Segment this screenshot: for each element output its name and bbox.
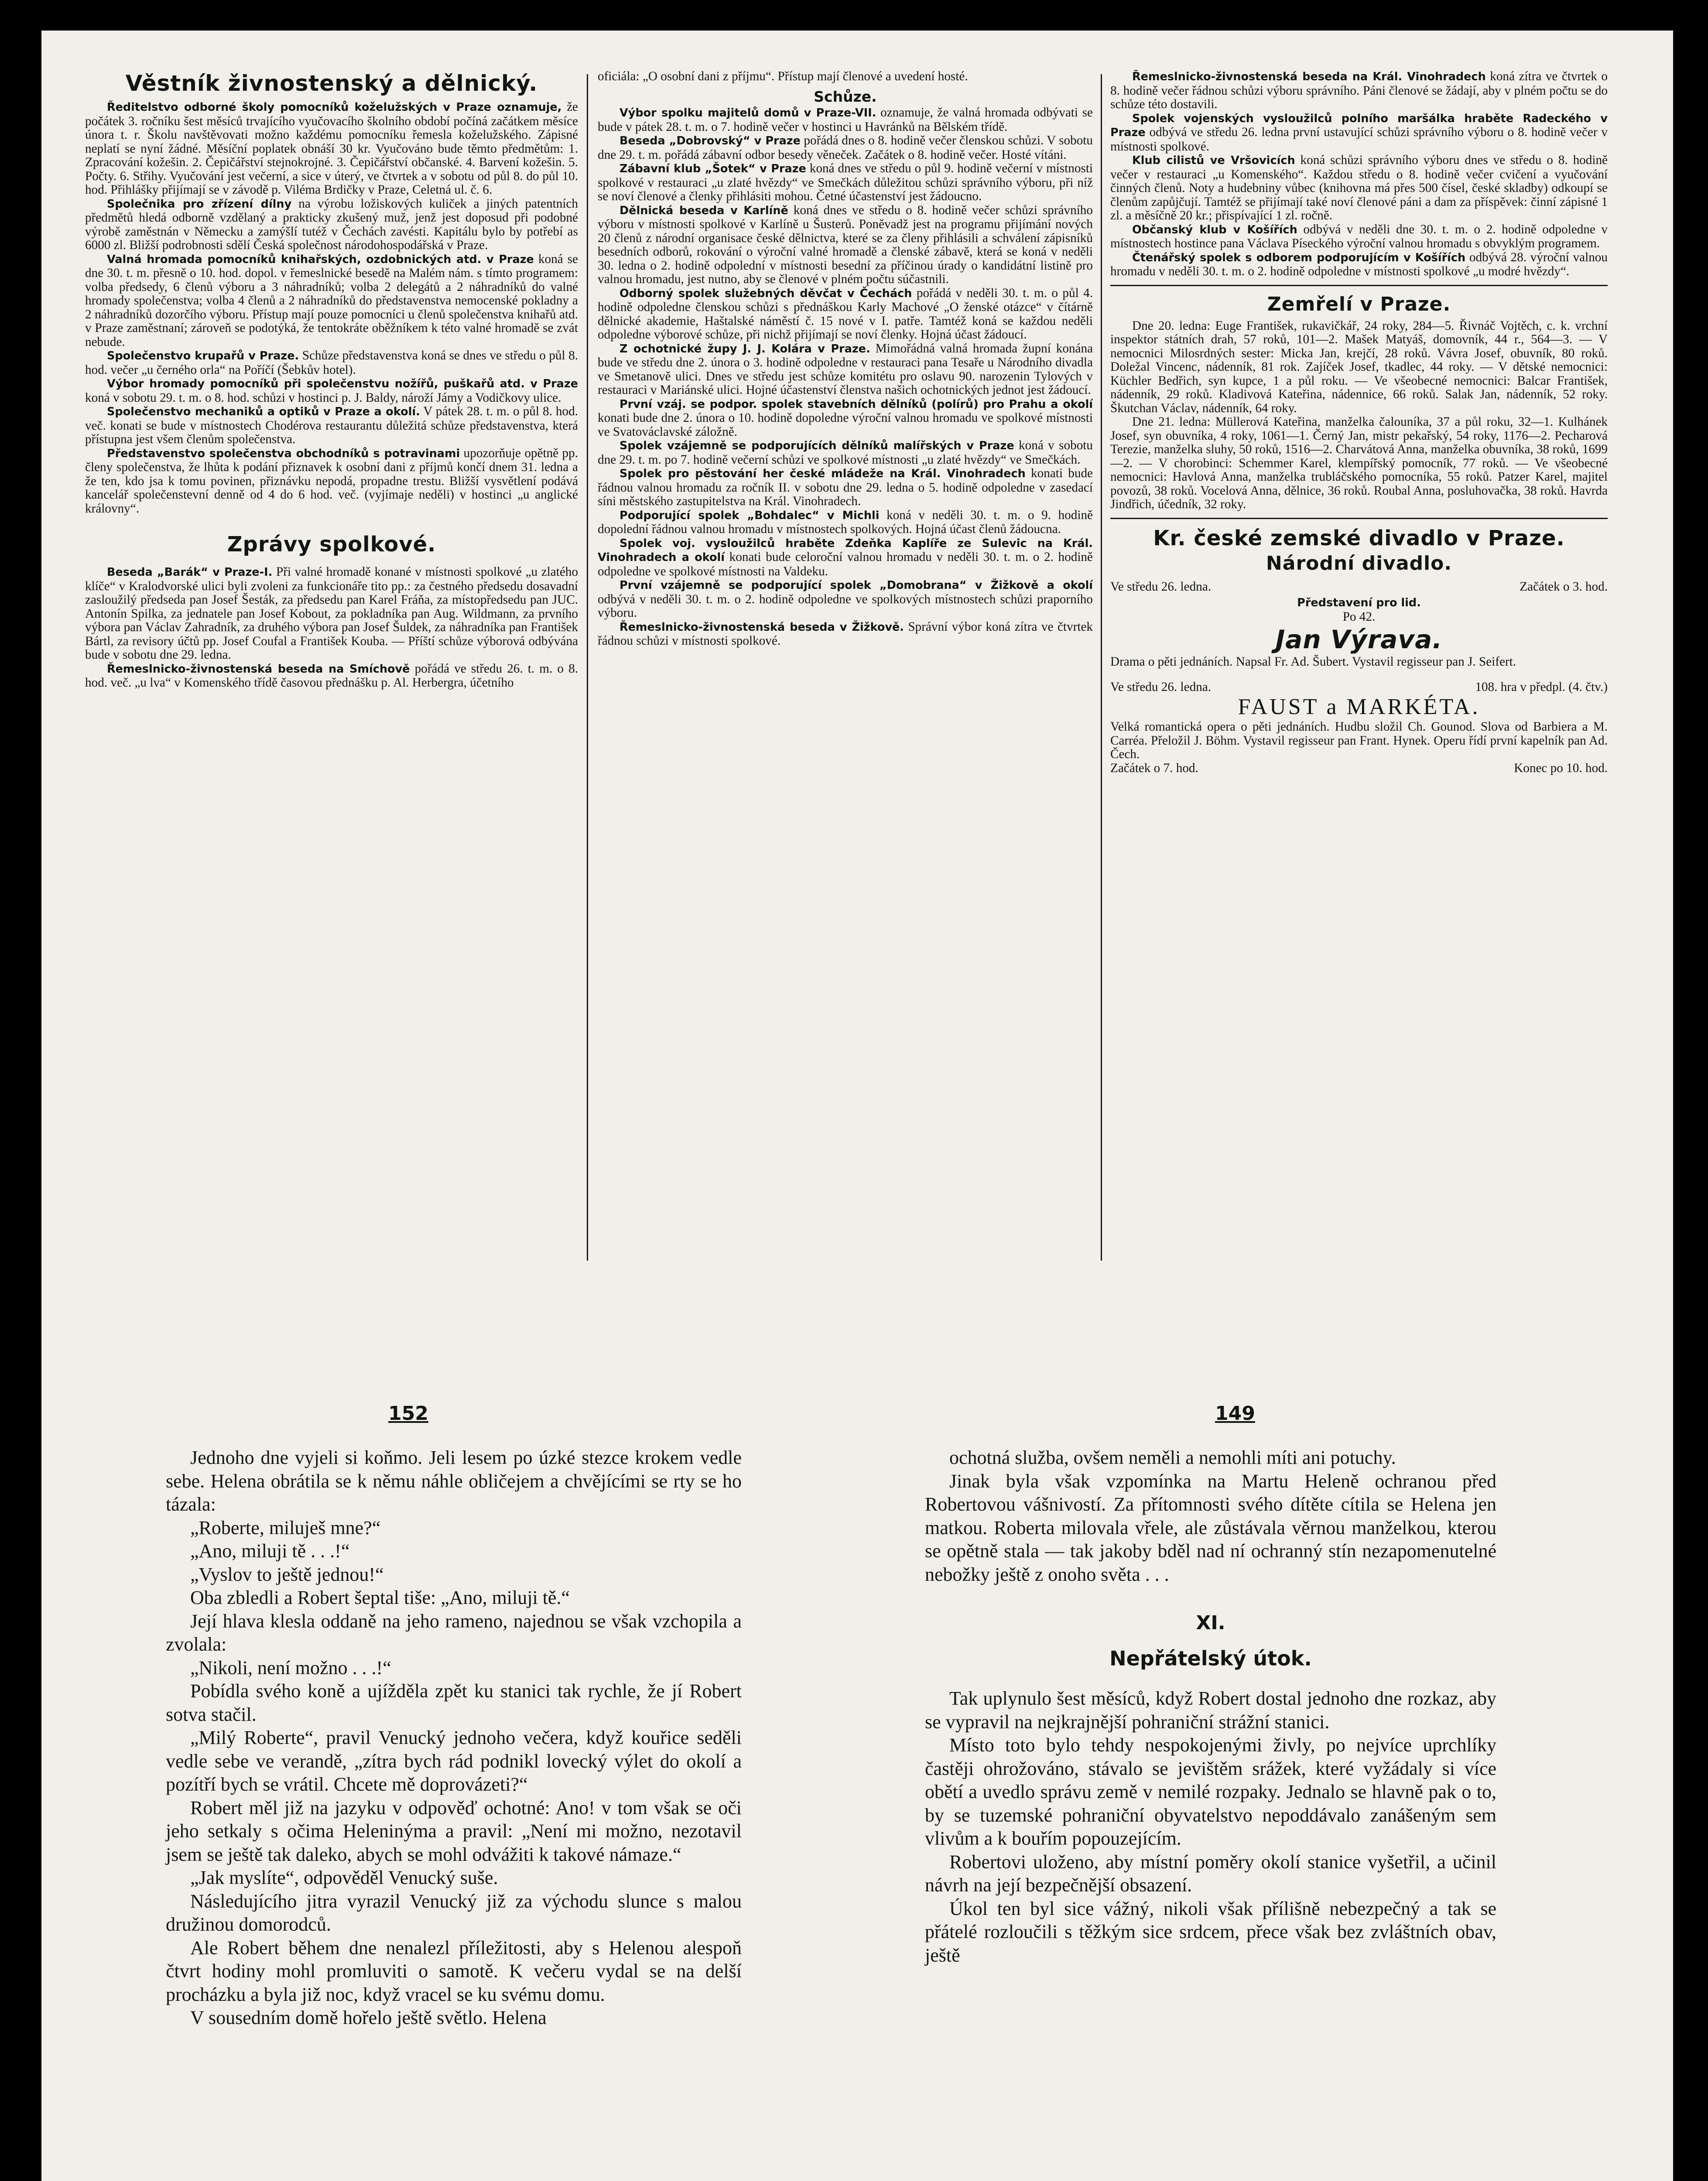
notice-text: koná v neděli 30. t. m. o 9. hodině dopolední řádnou valnou hromadu v místnostech spolkových. Hojná účast členů žádoucna. (598, 508, 1093, 536)
notice-heading: Podporující spolek „Bohdalec“ v Michli (620, 509, 880, 522)
notice-text: odbývá 28. výroční valnou hromadu v neděli 30. t. m. o 2. hodině odpoledne v místnosti spolkové „u modré hvězdy“. (1110, 250, 1608, 278)
notice-entry (598, 162, 1093, 204)
notice-text: Správní výbor koná zítra ve čtvrtek řádnou schůzi v místnosti spolkové. (598, 619, 1093, 648)
section-title-zpravy: Zprávy spolkové. (227, 532, 436, 557)
novel-paragraph: Místo toto bylo tehdy nespokojenými živly, po nejvíce uprchlíky častěji ohrožováno, stávalo se jevištěm srážek, které vyžádaly si více obětí a uvedlo správu země v nemilé rozpaky. Jednalo se hlavně pak o to, by se tuzemské pohraniční obyvatelstvo nepoddávalo zanášeným sem vlivům a k bouřím popouzejícím. (925, 1734, 1496, 1849)
performance-2-end: Konec po 10. hod. (1514, 761, 1608, 775)
notice-entry (85, 349, 578, 377)
notice-text: koná dnes ve středu o 8. hodině večer schůzi správního výboru v místnosti spolkové v Karlíně u Šusterů. Poněvadž jest na programu přijímání nových 20 členů z národní organisace české dělnictva, které se za členy přihlásili a schválení zápisníků besedních odborů, rokování o výroční valné hromadě a členské zábavě, která se koná v neděli 30. ledna o 2. hodině odpolední v místnosti besední za příčinou úrady o kandidátní listině pro valnou hromadu, jest nutno, aby se členové v plném počtu súčastnili. (598, 203, 1093, 286)
novel-paragraph: „Roberte, miluješ mne?“ (190, 1517, 381, 1538)
notice-heading: Výbor hromady pomocníků při společenstvu nožířů, puškařů atd. v Praze (107, 377, 578, 390)
notice-entry (598, 439, 1093, 467)
column-1 (85, 70, 578, 1248)
novel-paragraph: Úkol ten byl sice vážný, nikoli však přílišně nebezpečný a tak se přátelé rozloučili s těžkým sice srdcem, přece však bez zvláštních obav, ještě (925, 1897, 1496, 1966)
notice-entry (598, 106, 1093, 134)
notice-entry (598, 467, 1093, 509)
performance-2-date: Ve středu 26. ledna. (1110, 680, 1212, 694)
notice-entry (85, 197, 578, 253)
notice-text: že počátek 3. ročníku šest měsíců trvajícího vyučovacího školního období počíná začátkem měsíce února t. r. Školu navštěvovati možno každému pomocníku řemesla koželužského. Zápisné neplatí se nyní žádné. Měsíční poplatek obnáší 30 kr. Vyučováno bude těmto předmětům: 1. Zpracování kožešin. 2. Čepičářství stejnokrojné. 3. Čepičářství občanské. 4. Barvení kožešin. 5. Počty. 6. Střihy. Vyučování jest večerní, a sice v úterý, ve čtvrtek a v sobotu od půl 8. do půl 10. hod. Přihlášky přijímají se v závodě p. Viléma Brdičky v Praze, Celetná ul. č. 6. (85, 100, 578, 197)
novel-paragraph: Jednoho dne vyjeli si koňmo. Jeli lesem po úzké stezce krokem vedle sebe. Helena obrátila se k němu náhle obličejem a chvějícími se rty se ho tázala: (166, 1447, 742, 1515)
notice-heading: Spolek voj. vysloužilců hraběte Zdeňka Kaplíře ze Sulevic na Král. Vinohradech a okolí (598, 537, 1093, 564)
notice-entry (598, 620, 1093, 648)
theatre-title: Kr. české zemské divadlo v Praze. (1153, 526, 1565, 550)
deaths-title: Zemřelí v Praze. (1267, 293, 1451, 315)
novel-paragraph: „Nikoli, není možno . . .!“ (190, 1657, 391, 1678)
divider-theatre (1110, 518, 1608, 519)
notice-text: koná v sobotu dne 29. t. m. po 7. hodině večerní schůzi ve spolkové místnosti „u zlaté hvězdy“ ve Smečkách. (598, 438, 1093, 467)
notice-text: odbývá v neděli 30. t. m. o 2. hodině odpoledne ve spolkových místnostech schůzi praporního výboru. (598, 592, 1093, 620)
vestnik-entries (85, 100, 578, 516)
notice-heading: Společnika pro zřízení dílny (107, 197, 292, 211)
section-title-schuze: Schůze. (814, 88, 877, 105)
notice-heading: Spolek pro pěstování her české mládeže na Král. Vinohradech (620, 467, 1026, 480)
notice-heading: Společenstvo mechaniků a optiků v Praze a okolí. (107, 405, 420, 418)
left-page-number: 152 (388, 1402, 428, 1425)
notice-text: V pátek 28. t. m. o půl 8. hod. več. konati se bude v místnostech Chodérova restaurantu důležitá schůze představenstva, která přístupna jest všem členům společenstva. (85, 404, 578, 446)
right-page-number: 149 (1215, 1402, 1255, 1425)
notice-text: na výrobu ložiskových kuliček a jiných patentních předmětů hledá odborně vzdělaný a prakticky zkušený muž, jenž jest doposud při podobné výrobě zaměstnán v Německu a zamýšlí tutéž v Čechách zavésti. Kapitálu bylo by potřebí as 6000 zl. Bližší podrobnosti sdělí Česká společnost národohospodářská v Praze. (85, 196, 578, 252)
performance-2-description: Velká romantická opera o pěti jednáních. Hudbu složil Ch. Gounod. Slova od Barbiera a M. Carréa. Přeložil J. Böhm. Vystavil regisseur pan Frant. Hynek. Operu řídí první kapelník pan Ad. Čech. (1110, 720, 1608, 761)
notice-entry (598, 578, 1093, 620)
novel-paragraph: Pobídla svého koně a ujížděla zpět ku stanici tak rychle, že jí Robert sotva stačil. (166, 1680, 742, 1725)
notice-entry (598, 509, 1093, 537)
performance-1-row (1110, 580, 1608, 594)
notice-entry (1110, 251, 1608, 279)
notice-text: koná schůzi správního výboru dnes ve středu o 8. hodině večer v restauraci „u Komenského“. Každou středu o 8. hodině večer cvičení a vyučování činných členů. Noty a hudebniny vůbec (knihovna má přes 500 čísel, české skladby) odkoupí se členům zapůjčují. Tamtéž se přijímají také noví členové páni a dam za příspěvek: činní zápisné 1 zl. a měsíčně 20 kr.; přispívající 1 zl. ročně. (1110, 153, 1608, 222)
novel-left-column (166, 1446, 742, 2030)
notice-entry (598, 204, 1093, 287)
spolky-entries (1110, 70, 1608, 279)
notice-heading: Čtenářský spolek s odborem podporujícím v Košířích (1132, 251, 1466, 264)
notice-heading: Spolek vzájemně se podporujících dělníků malířských v Praze (620, 439, 1014, 452)
notice-text: koná v sobotu 29. t. m. o 8. hod. schůzi v hostinci p. J. Baldy, nároží Jámy a Vodičkovy ulice. (85, 390, 561, 405)
notice-heading: Beseda „Dobrovský“ v Praze (620, 134, 801, 147)
notice-heading: Klub cilistů ve Vršovicích (1132, 154, 1295, 167)
notice-entry (1110, 70, 1608, 112)
notice-text: Při valné hromadě konané v místnosti spolkové „u zlatého klíče“ v Kralodvorské ulici byli zvoleni za funkcionáře tito pp.: za čestného předsedu dosavadní zasloužilý předseda pan Josef Šesták, za předsedu pan Karel Fráňa, za místopředsedu pan JUC. Antonín Spilka, za jednatele pan Josef Kobout, za pokladníka pan Aug. Wildmann, za prvního výbora pan Václav Zahradník, za druhého výbora pan Josef Šuldek, za náhradníka pan František Bártl, za revisory účtů pp. Josef Coufal a František Kouba. — Příští schůze výborová odbývána bude v sobotu dne 29. ledna. (85, 565, 578, 662)
novel-right-paragraphs-2 (925, 1687, 1496, 1967)
novel-paragraph: V sousedním domě hořelo ještě světlo. Helena (190, 2007, 547, 2028)
novel-right-column (925, 1446, 1496, 1967)
performance-1-note: Představení pro lid. (1297, 596, 1421, 609)
performance-2-times (1110, 762, 1608, 776)
novel-paragraph: Její hlava klesla oddaně na jeho rameno, najednou se však vzchopila a zvolala: (166, 1610, 742, 1655)
notice-entry (85, 565, 578, 662)
notice-heading: Valná hromada pomocníků knihařských, ozdobnických atd. v Praze (107, 253, 534, 266)
novel-paragraph: ochotná služba, ovšem neměli a nemohli míti ani potuchy. (949, 1447, 1396, 1468)
notice-entry (598, 134, 1093, 162)
notice-entry (1110, 223, 1608, 251)
performance-2-info: 108. hra v předpl. (4. čtv.) (1475, 680, 1608, 694)
notice-heading: Z ochotnické župy J. J. Kolára v Praze. (620, 342, 870, 356)
notice-heading: Odborný spolek služebných děvčat v Čechách (620, 287, 912, 300)
notice-text: oznamuje, že valná hromada odbývati se bude v pátek 28. t. m. o 7. hodině večer v hostinci u Havránků na Bělském třídě. (598, 106, 1093, 134)
novel-paragraph: „Vyslov to ještě jednou!“ (190, 1563, 384, 1585)
notice-heading: Představenstvo společenstva obchodníků s potravinami (107, 447, 460, 460)
notice-entry (85, 253, 578, 349)
notice-text: Schůze představenstva koná se dnes ve středu o půl 8. hod. večer „u černého orla“ na Poříčí (Šebkův hotel). (85, 349, 578, 377)
novel-paragraph: Oba zbledli a Robert šeptal tiše: „Ano, miluji tě.“ (190, 1587, 570, 1608)
notice-entry (598, 287, 1093, 342)
notice-heading: Ředitelstvo odborné školy pomocníků koželužských v Praze oznamuje, (107, 101, 562, 114)
novel-paragraph: Jinak byla však vzpomínka na Martu Heleně ochranou před Robertovou vášnivostí. Za přítomnosti svého dítěte cítila se Helena jen matkou. Roberta milovala vřele, ale zůstávala věrnou manželkou, kterou se opětně stala — tak jakoby bděl nad ní ochranný stín nezapomenutelné nebožky ještě z onoho světa . . . (925, 1470, 1496, 1585)
notice-entry (85, 662, 578, 690)
notice-text: pořádá v neděli 30. t. m. o půl 4. hodině odpoledne členskou schůzi s přednáškou Karly Machové „O ženské otázce“ v čítárně dělnické akademie, Haštalské náměstí č. 15 nové v I. patře. Tamtéž koná se každou neděli odpoledne výborové schůze, při nichž přijímají se noví členky. Hojná účast žádoucí. (598, 286, 1093, 342)
novel-paragraph: Robert měl již na jazyku v odpověď ochotné: Ano! v tom však se oči jeho setkaly s očima Heleninýma a pravil: „Není mi možno, nezotavil jsem se ještě tak daleko, abych se mohl odvážiti k takové námaze.“ (166, 1797, 742, 1865)
novel-paragraph: Robertovi uloženo, aby místní poměry okolí stanice vyšetřil, a učinil návrh na její bezpečnější obsazení. (925, 1851, 1496, 1896)
notice-text: upozorňuje opětně pp. členy společenstva, že lhůta k podání přiznavek k osobní dani z příjmů končí dnem 31. ledna a že ten, kdo jsa k tomu povinen, přiznávku nepodá, propadne trestu. Bližší vysvětlení podává kancelář společenstevní denně od 4 do 6 hod. več. (vyjímaje neděli) v hostinci „u anglické královny“. (85, 446, 578, 516)
zpravy-entries (85, 565, 578, 690)
notice-text: konati bude celoroční valnou hromadu v neděli 30. t. m. o 2. hodině odpoledne ve spolkové místnosti na Valdeku. (598, 550, 1093, 578)
notice-entry (598, 537, 1093, 579)
notice-heading: Řemeslnicko-živnostenská beseda na Smíchově (107, 662, 410, 676)
notice-heading: První vzáj. se podpor. spolek stavebních dělníků (polírů) pro Prahu a okolí (620, 397, 1093, 411)
notice-heading: Společenstvo krupařů v Praze. (107, 349, 299, 362)
theatre-subtitle: Národní divadlo. (1266, 552, 1452, 574)
chapter-title: Nepřátelský útok. (1109, 1646, 1312, 1670)
notice-text: Mimořádná valná hromada župní konána bude ve středu dne 2. února o 3. hodině odpoledne v restauraci pana Tesaře u Národního divadla ve Smetanově ulici. Dnes ve středu jest schůze komitétu pro oslavu 90. narozenin Tylových v restauraci v Mariánské ulici. Hojné účastenství členstva našich ochotnických jednot jest žádoucí. (598, 341, 1093, 397)
performance-2-play: FAUST a MARKÉTA. (1238, 694, 1480, 719)
notice-entry (1110, 154, 1608, 223)
notice-heading: Občanský klub v Košířích (1132, 223, 1297, 236)
notice-heading: Beseda „Barák“ v Praze-I. (107, 566, 273, 579)
notice-text: pořádá dnes o 8. hodině večer členskou schůzi. V sobotu dne 29. t. m. pořádá zábavní odbor besedy věneček. Začátek o 8. hodině večer. Hosté vítáni. (598, 133, 1093, 162)
notice-heading: Spolek vojenských vysloužilců polního maršálka hraběte Radeckého v Praze (1110, 112, 1608, 139)
novel-paragraph: Ale Robert během dne nenalezl příležitosti, aby s Helenou alespoň čtvrt hodiny mohl promluviti o samotě. K večeru vydal se na delší procházku a byla již noc, když vracel se ku svému domu. (166, 1937, 742, 2005)
section-title-vestnik: Věstník živnostenský a dělnický. (125, 71, 538, 96)
notice-text: pořádá ve středu 26. t. m. o 8. hod. več. „u lva“ v Komenského třídě časovou přednášku p. Al. Herbergra, účetního (85, 661, 578, 690)
notice-text: konati bude dne 2. února o 10. hodině dopoledne výroční valnou hromadu ve spolkové místnosti ve Svatováclavské záložně. (598, 411, 1093, 439)
notice-text: konati bude řádnou valnou hromadu za ročník II. v sobotu dne 29. ledna o 5. hodině odpoledne v zasedací síni městského zastupitelstva na Král. Vinohradech. (598, 466, 1093, 508)
notice-entry (1110, 112, 1608, 154)
novel-paragraph: „Jak myslíte“, odpověděl Venucký suše. (190, 1867, 498, 1888)
notice-text: odbývá v neděli dne 30. t. m. o 2. hodině odpoledne v místnostech hostince pana Václava Píseckého výroční valnou hromadu s obvyklým programem. (1110, 222, 1608, 250)
novel-right-paragraphs (925, 1446, 1496, 1586)
notice-text: koná zítra ve čtvrtek o 8. hodině večer řádnou schůzi výboru správního. Páni členové se žádají, aby v plném počtu se do schůze této dostavili. (1110, 70, 1608, 111)
performance-1-start: Začátek o 3. hod. (1520, 579, 1608, 594)
notice-text: koná se dne 30. t. m. přesně o 10. hod. dopol. v řemeslnické besedě na Malém nám. s tímto programem: volba předsedy, 6 členů výboru a 3 náhradníků; volba 2 delegátů a 2 náhradníků do valné hromady společenstva; volba 4 členů a 2 náhradníků do představenstva nemocenské pokladny a 2 náhradníků dozorčího výboru. Přístup mají pouze pomocníci u členů společenstva knihařů atd. v Praze zaměstnaní; zároveň se podotýká, že tentokráte oběžníkem k této valné hromadě se zvát nebude. (85, 252, 578, 349)
notice-text: odbývá ve středu 26. ledna první ustavující schůzi správního výboru o 8. hodině večer v místnosti spolkové. (1110, 125, 1608, 154)
column-2 (598, 70, 1093, 1248)
performance-2-row (1110, 680, 1608, 694)
column-divider-1 (587, 74, 588, 1261)
divider-deaths (1110, 285, 1608, 286)
notice-entry (85, 377, 578, 405)
notice-text: koná dnes ve středu o půl 9. hodině večerní v místnosti spolkové v restauraci „u zlaté hvězdy“ ve Smečkách důležitou schůzi správního výboru, při níž se noví členové a členky přihlásiti mohou. Četné účastenství jest žádoucno. (598, 161, 1093, 203)
column-2-intro: oficiála: „O osobní dani z příjmu“. Přístup mají členové a uvedení hosté. (598, 70, 968, 83)
novel-paragraph: „Ano, miluji tě . . .!“ (190, 1540, 350, 1562)
notice-entry (85, 405, 578, 447)
notice-heading: Řemeslnicko-živnostenská beseda v Žižkově. (620, 620, 904, 634)
novel-paragraph: Následujícího jitra vyrazil Venucký již za východu slunce s malou družinou domorodců. (166, 1890, 742, 1935)
notice-heading: Řemeslnicko-živnostenská beseda na Král. Vinohradech (1132, 70, 1486, 83)
notice-heading: Zábavní klub „Šotek“ v Praze (620, 162, 806, 175)
novel-paragraph: Tak uplynulo šest měsíců, když Robert dostal jednoho dne rozkaz, aby se vypravil na nejkrajnější pohraniční strážní stanici. (925, 1688, 1496, 1733)
notice-entry (85, 100, 578, 197)
column-3 (1110, 70, 1608, 1248)
performance-1-date: Ve středu 26. ledna. (1110, 579, 1212, 594)
notice-heading: První vzájemně se podporující spolek „Domobrana“ v Žižkově a okolí (620, 579, 1093, 592)
notice-heading: Dělnická beseda v Karlíně (620, 204, 788, 217)
novel-paragraph: „Milý Roberte“, pravil Venucký jednoho večera, když kouřice seděli vedle sebe ve verandě, „zítra bych rád podnikl lovecký výlet do okolí a pozítří bych se vrátil. Chcete mě doprovázeti?“ (166, 1727, 742, 1795)
deaths-day-2: Dne 21. ledna: Müllerová Kateřina, manželka čalouníka, 37 a půl roku, 32—1. Kulhánek Josef, syn obuvníka, 4 roky, 1061—1. Černý Jan, mistr pekařský, 54 roky, 1176—2. Pecharová Terezie, manželka sluhy, 50 roků, 1516—2. Charvátová Anna, manželka obuvníka, 38 roků, 1699—2. — V chorobinci: Schemmer Karel, klempířský pomocník, 77 roků. — Ve všeobecné nemocnici: Havlová Anna, manželka trubláčského pomocníka, 55 roků. Patzer Karel, majitel povozů, 38 roků. Vocelová Anna, dělnice, 36 roků. Roubal Anna, posluhovačka, 38 roků. Havrda Jindřich, účedník, 32 roky. (1110, 415, 1608, 511)
schuze-entries (598, 106, 1093, 648)
chapter-number: XI. (1196, 1612, 1225, 1634)
notice-entry (598, 397, 1093, 439)
deaths-day-1: Dne 20. ledna: Euge František, rukavičkář, 24 roky, 284—5. Řivnáč Vojtěch, c. k. vrchní inspektor státních drah, 57 roků, 101—2. Mašek Matyáš, domovník, 44 r., 564—3. — V nemocnici Milosrdných sester: Micka Jan, krejčí, 28 roků. Vávra Josef, obuvník, 80 roků. Doležal Vincenc, nádenník, 81 rok. Zajíček Josef, tkadlec, 44 roky. — V dětské nemocnici: Küchler Bedřich, syn kupce, 1 a půl roku. — Ve všeobecné nemocnici: Balcar František, nádenník, 29 roků. Kladivová Kateřina, nádennice, 66 roků. Salak Jan, nádenník, 52 roky. Škutchan Václav, nádenník, 64 roky. (1110, 318, 1608, 415)
performance-1-play: Jan Výrava. (1275, 625, 1443, 654)
performance-1-number: Po 42. (1342, 609, 1376, 624)
notice-entry (85, 447, 578, 516)
performance-2-start: Začátek o 7. hod. (1110, 761, 1198, 775)
notice-heading: Výbor spolku majitelů domů v Praze-VII. (620, 106, 876, 120)
performance-1-description: Drama o pěti jednáních. Napsal Fr. Ad. Šubert. Vystavil regisseur pan J. Seifert. (1110, 655, 1516, 669)
newspaper-page (41, 31, 1673, 2181)
column-divider-2 (1101, 74, 1102, 1261)
notice-entry (598, 342, 1093, 397)
